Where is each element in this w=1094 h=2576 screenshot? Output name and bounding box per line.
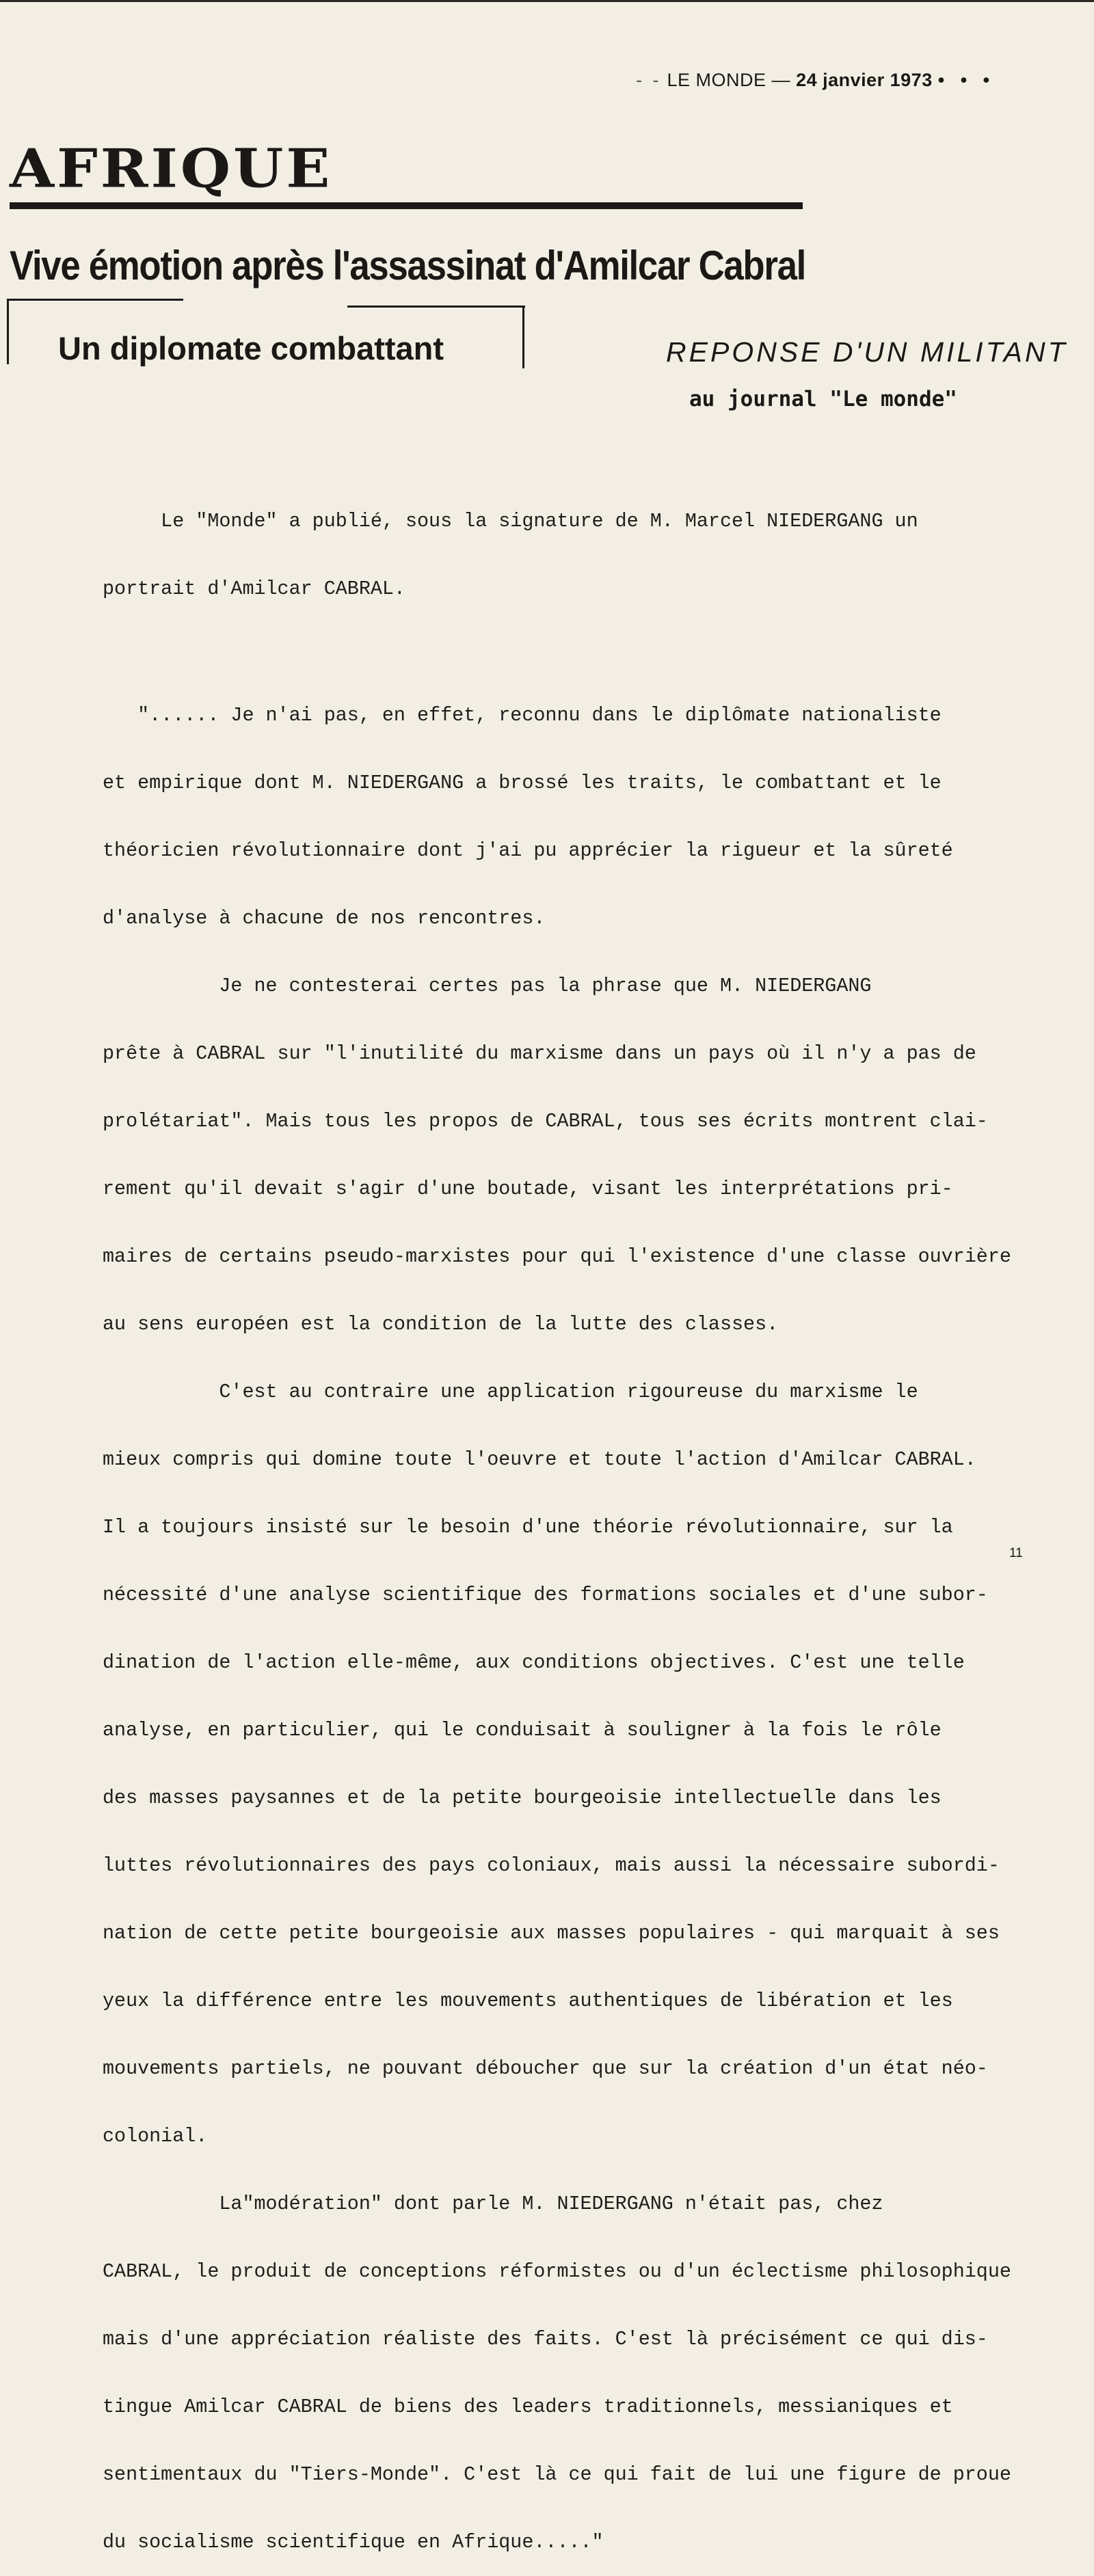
letter-line: colonial.: [103, 2125, 208, 2147]
newspaper-name: LE MONDE: [667, 70, 766, 90]
masthead-dashes: - -: [636, 70, 662, 90]
letter-line: C'est au contraire une application rigoureuse du marxisme le: [103, 1381, 918, 1403]
letter-line: nécessité d'une analyse scientifique des formations sociales et d'une subor-: [103, 1584, 988, 1606]
letter-line: du socialisme scientifique en Afrique.....": [103, 2531, 604, 2553]
letter-line: yeux la différence entre les mouvements authentiques de libération et les: [103, 1990, 953, 2012]
section-title: AFRIQUE: [10, 137, 333, 200]
letter-body: [103, 465, 1011, 2576]
letter-line: au sens européen est la condition de la lutte des classes.: [103, 1313, 779, 1336]
newspaper-masthead: [636, 70, 995, 91]
publication-date: 24 janvier 1973: [796, 70, 933, 90]
letter-line: prête à CABRAL sur "l'inutilité du marxisme dans un pays où il n'y a pas de: [103, 1042, 976, 1065]
intro-line: Le "Monde" a publié, sous la signature de M. Marcel NIEDERGANG un: [103, 510, 918, 532]
letter-line: tingue Amilcar CABRAL de biens des leaders traditionnels, messianiques et: [103, 2396, 953, 2418]
letter-line: dination de l'action elle-même, aux conditions objectives. C'est une telle: [103, 1651, 965, 1674]
section-rule: [10, 202, 803, 209]
letter-line: maires de certains pseudo-marxistes pour qui l'existence d'une classe ouvrière: [103, 1245, 1011, 1268]
letter-line: La"modération" dont parle M. NIEDERGANG n'était pas, chez: [103, 2193, 883, 2215]
letter-line: prolétariat". Mais tous les propos de CABRAL, tous ses écrits montrent clai-: [103, 1110, 988, 1133]
letter-line: mais d'une appréciation réaliste des faits. C'est là précisément ce qui dis-: [103, 2328, 988, 2350]
reply-subtitle: au journal "Le monde": [689, 387, 957, 411]
letter-line: rement qu'il devait s'agir d'une boutade, visant les interprétations pri-: [103, 1178, 953, 1200]
letter-line: théoricien révolutionnaire dont j'ai pu apprécier la rigueur et la sûreté: [103, 839, 953, 862]
letter-line: d'analyse à chacune de nos rencontres.: [103, 907, 546, 930]
intro-line: portrait d'Amilcar CABRAL.: [103, 578, 405, 600]
page-top-edge: [0, 0, 1094, 2]
masthead-dots: • • •: [937, 70, 996, 90]
letter-line: sentimentaux du "Tiers-Monde". C'est là ce qui fait de lui une figure de proue: [103, 2463, 1011, 2486]
letter-line: nation de cette petite bourgeoisie aux masses populaires - qui marquait à ses: [103, 1922, 1000, 1944]
masthead-separator: —: [771, 70, 791, 90]
page-number: 11: [1009, 1546, 1023, 1560]
letter-line: Il a toujours insisté sur le besoin d'une théorie révolutionnaire, sur la: [103, 1516, 953, 1538]
subhead-box-right: [522, 306, 524, 368]
subhead-box-top-right: [347, 306, 525, 308]
letter-line: et empirique dont M. NIEDERGANG a brossé les traits, le combattant et le: [103, 772, 942, 794]
letter-line: "...... Je n'ai pas, en effet, reconnu dans le diplômate nationaliste: [103, 704, 942, 727]
letter-line: des masses paysannes et de la petite bourgeoisie intellectuelle dans les: [103, 1787, 942, 1809]
letter-line: mieux compris qui domine toute l'oeuvre et toute l'action d'Amilcar CABRAL.: [103, 1448, 976, 1471]
subhead-box-left: [7, 299, 9, 364]
article-headline: Vive émotion après l'assassinat d'Amilcar Cabral: [10, 243, 805, 288]
subhead-box-top-left: [7, 299, 183, 301]
article-subhead: Un diplomate combattant: [58, 330, 444, 366]
letter-line: luttes révolutionnaires des pays coloniaux, mais aussi la nécessaire subordi-: [103, 1854, 1000, 1877]
letter-line: analyse, en particulier, qui le conduisait à souligner à la fois le rôle: [103, 1719, 942, 1741]
letter-line: CABRAL, le produit de conceptions réformistes ou d'un éclectisme philosophique: [103, 2260, 1011, 2283]
letter-line: mouvements partiels, ne pouvant déboucher que sur la création d'un état néo-: [103, 2057, 988, 2080]
reply-title: REPONSE D'UN MILITANT: [666, 336, 1068, 368]
letter-line: Je ne contesterai certes pas la phrase que M. NIEDERGANG: [103, 975, 872, 997]
